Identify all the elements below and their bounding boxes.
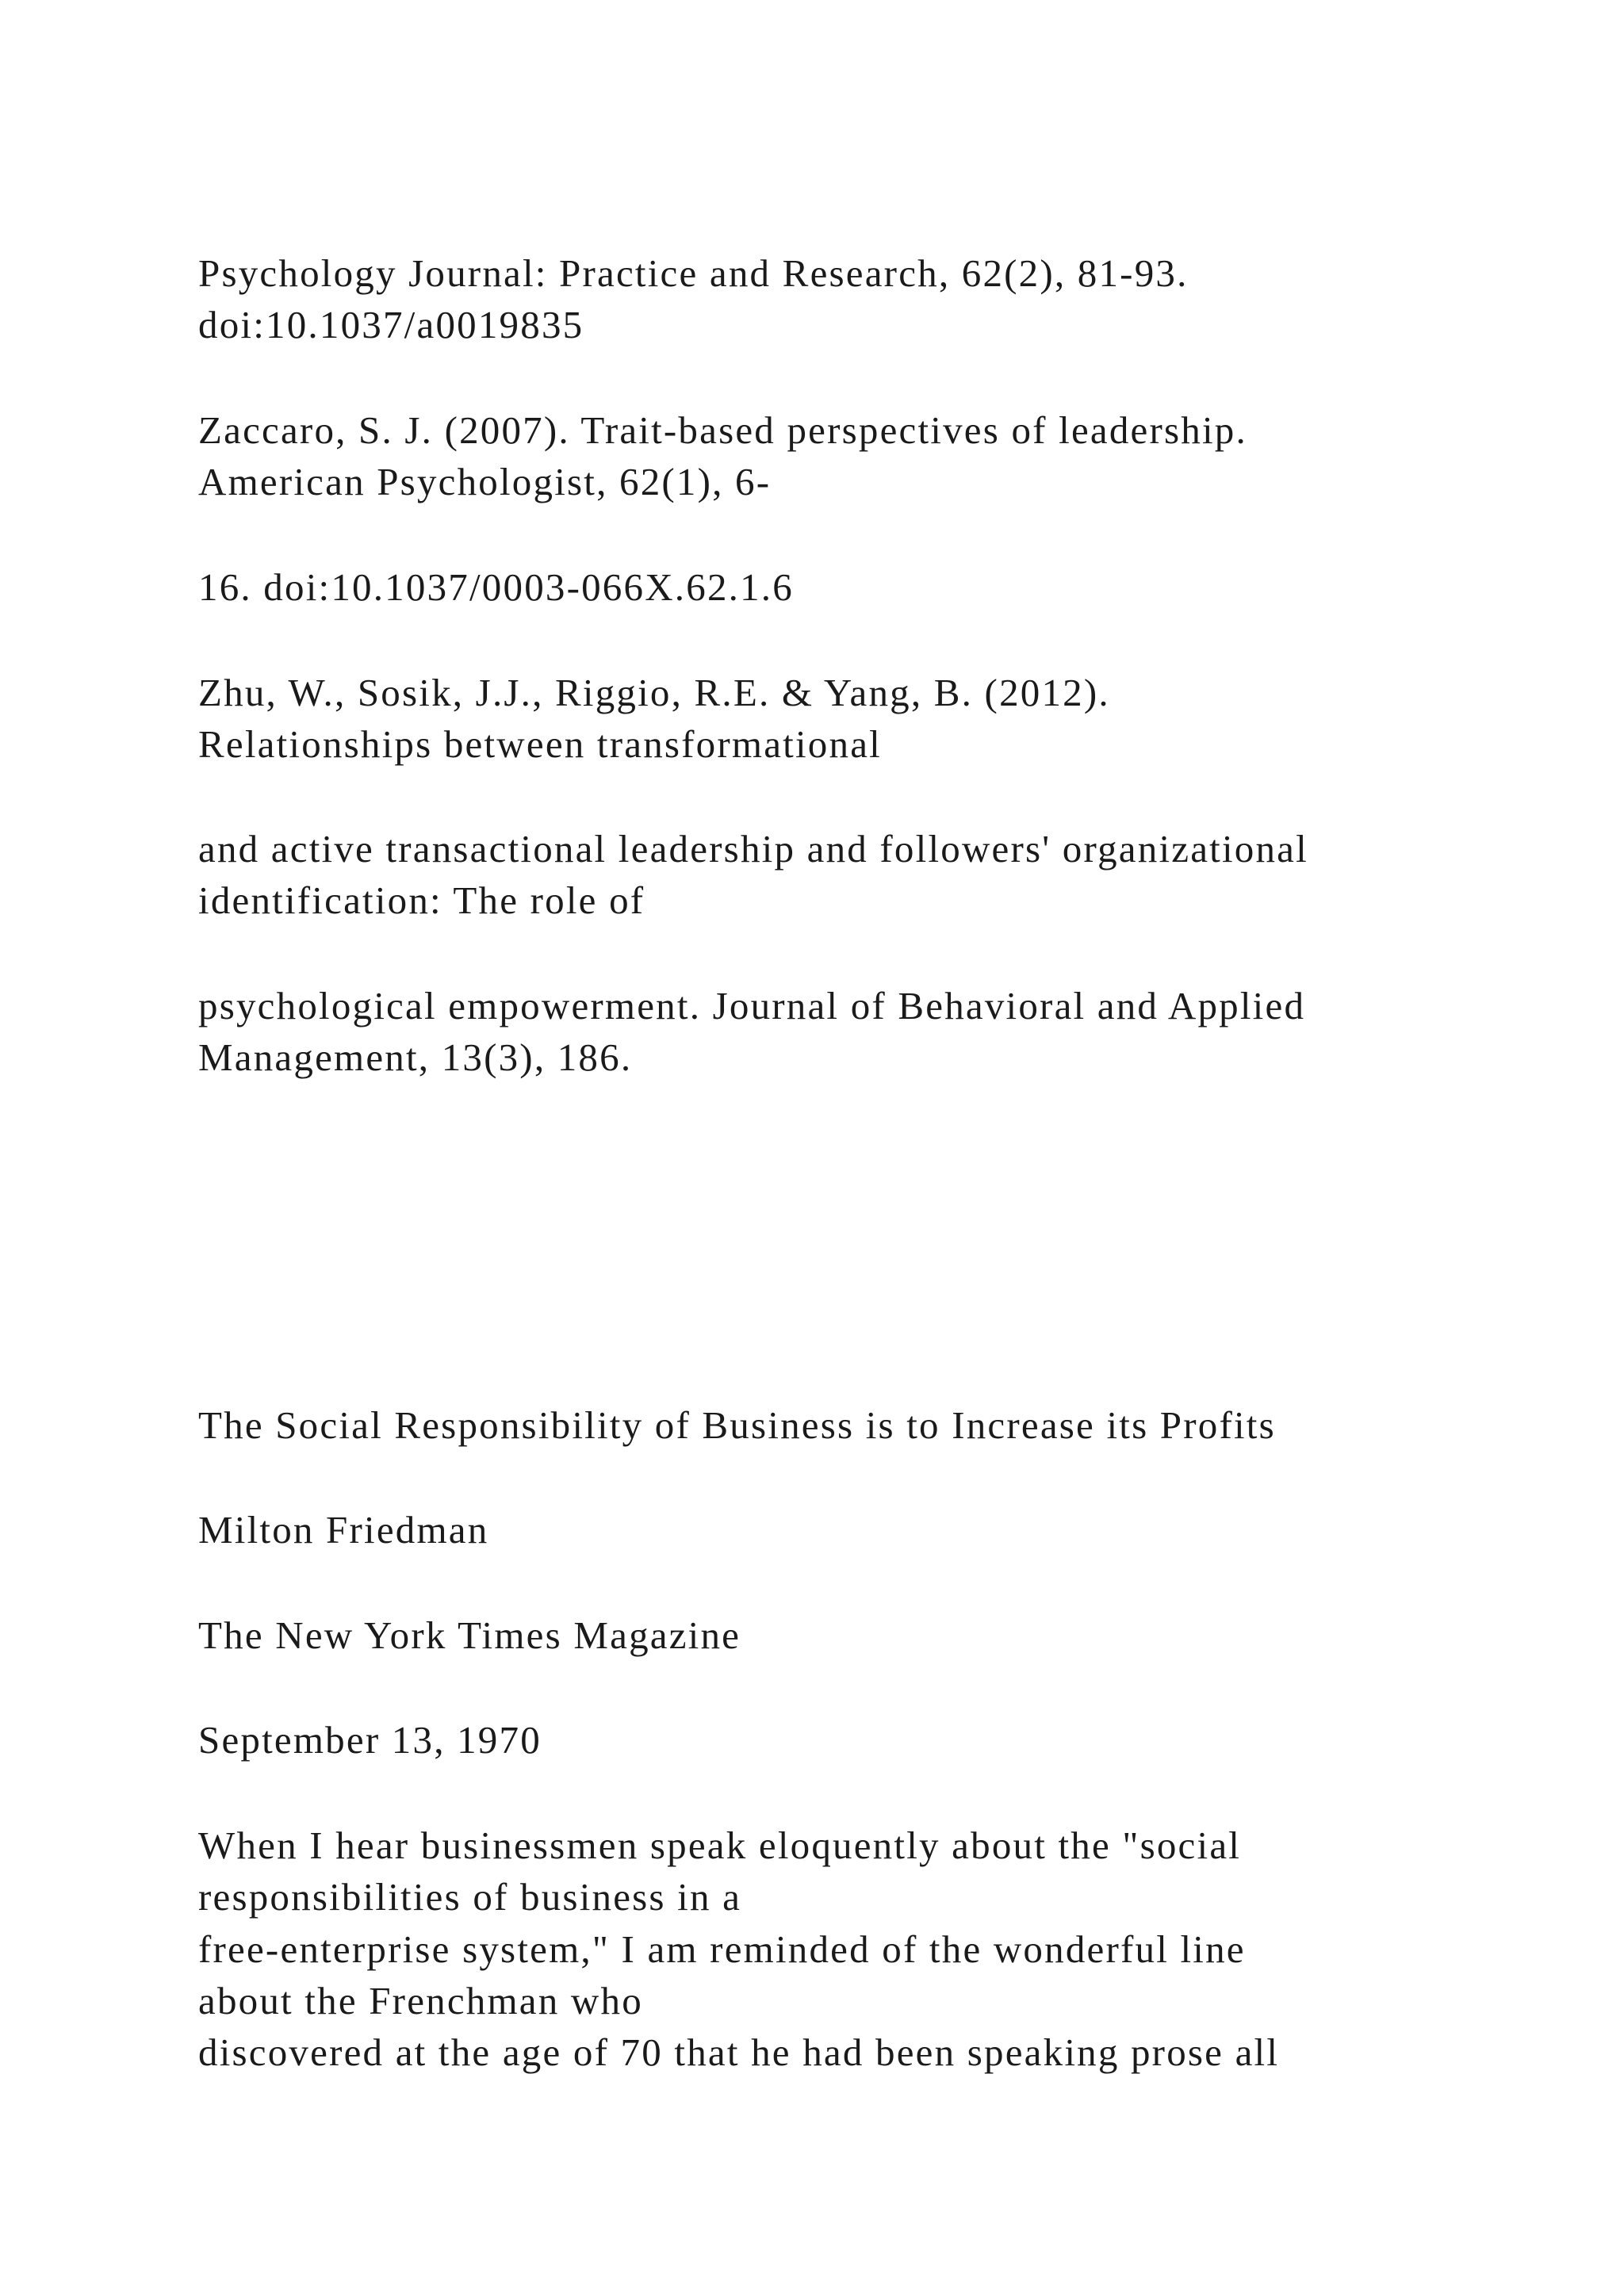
reference-line: psychological empowerment. Journal of Behavioral and Applied [198, 984, 1306, 1027]
reference-line: Relationships between transformational [198, 722, 882, 766]
article-author: Milton Friedman [198, 1508, 489, 1552]
article-title: The Social Responsibility of Business is to Increase its Profits [198, 1403, 1276, 1447]
reference-line: and active transactional leadership and followers' organizational [198, 827, 1308, 871]
reference-line: 16. doi:10.1037/0003-066X.62.1.6 [198, 565, 794, 609]
body-line: free-enterprise system," I am reminded of the wonderful line [198, 1927, 1246, 1971]
reference-line: identification: The role of [198, 878, 645, 922]
body-line: When I hear businessmen speak eloquently about the "social [198, 1823, 1242, 1867]
article-date: September 13, 1970 [198, 1718, 542, 1762]
reference-line: doi:10.1037/a0019835 [198, 303, 584, 346]
article-publication: The New York Times Magazine [198, 1613, 741, 1657]
body-line: discovered at the age of 70 that he had been speaking prose all [198, 2030, 1280, 2074]
reference-line: Zhu, W., Sosik, J.J., Riggio, R.E. & Yang, B. (2012). [198, 671, 1110, 714]
reference-line: Management, 13(3), 186. [198, 1035, 633, 1079]
reference-line: American Psychologist, 62(1), 6- [198, 460, 772, 503]
reference-line: Psychology Journal: Practice and Research, 62(2), 81-93. [198, 251, 1189, 295]
body-line: about the Frenchman who [198, 1979, 643, 2022]
reference-line: Zaccaro, S. J. (2007). Trait-based perspectives of leadership. [198, 408, 1247, 452]
body-line: responsibilities of business in a [198, 1875, 742, 1919]
